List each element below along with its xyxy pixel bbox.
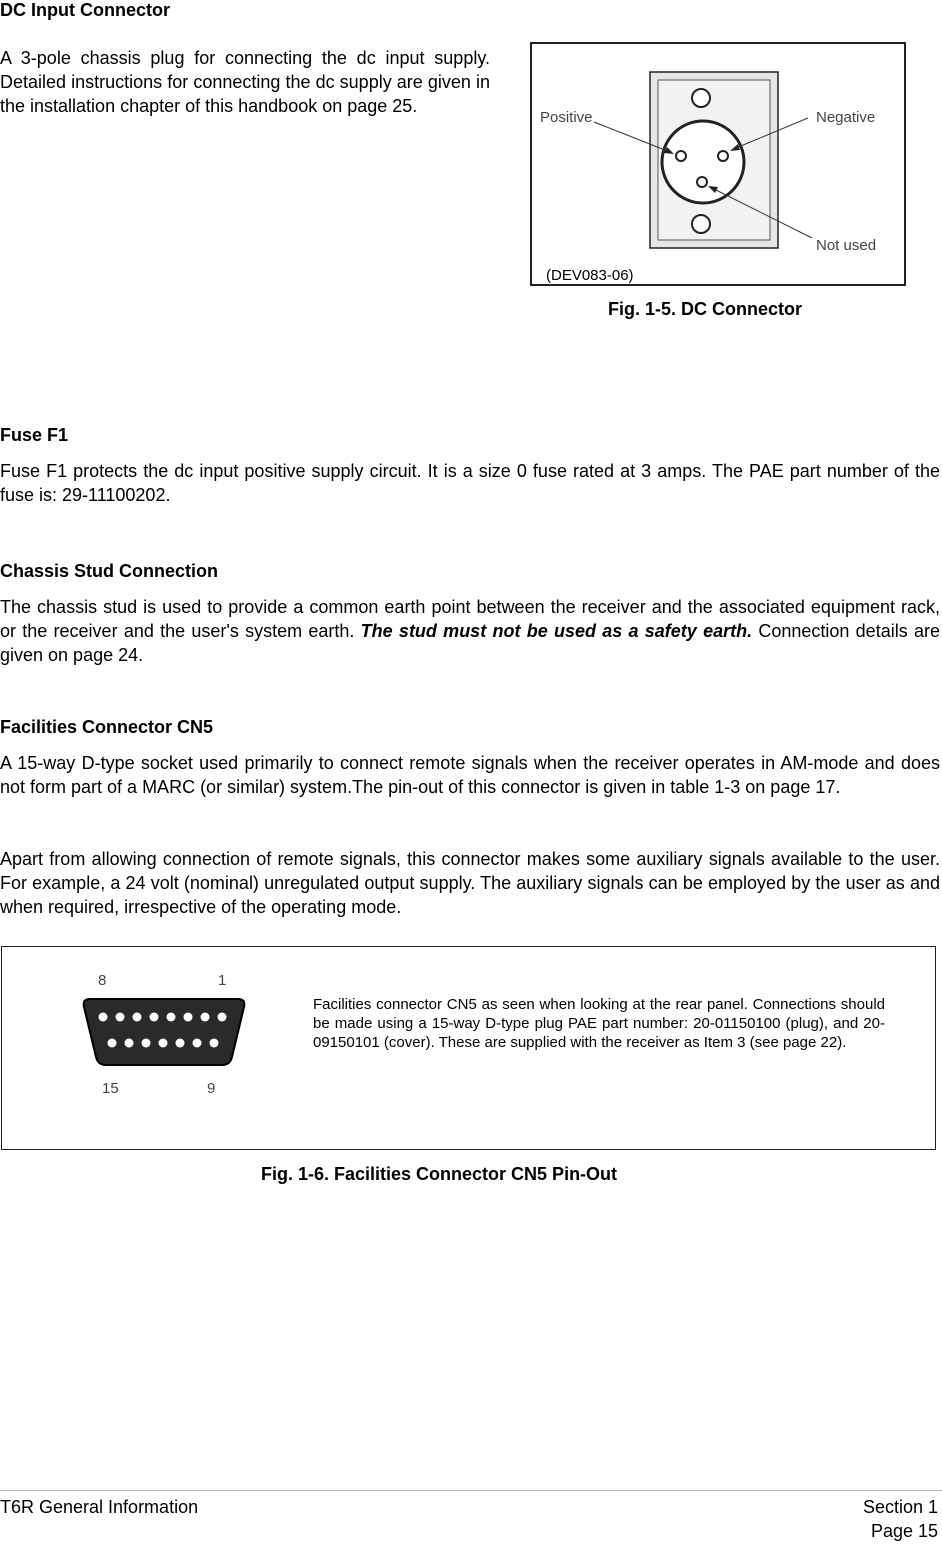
dc-body: A 3-pole chassis plug for connecting the dc input supply. Detailed instructions for connecting the dc supply are given in the installation chapter of this handbook on page 25. <box>0 48 490 116</box>
pin-label-8: 8 <box>98 972 107 989</box>
stud-warning: The stud must not be used as a safety earth. <box>360 621 753 641</box>
cn5-figure-text: Facilities connector CN5 as seen when looking at the rear panel. Connections should be made using a 15-way D-type plug PAE part number: 20-01150100 (plug), and 20-09150101 (cover). These are supplied with the receiver as Item 3 (see page 22). <box>313 996 885 1051</box>
label-not-used: Not used <box>816 237 877 254</box>
footer-title: T6R General Information <box>0 1497 199 1517</box>
dc-connector-figure <box>530 42 908 288</box>
fuse-body: Fuse F1 protects the dc input positive supply circuit. It is a size 0 fuse rated at 3 amps. The PAE part number of the fuse is: 29-11100202. <box>0 461 940 505</box>
pin-negative <box>718 151 728 161</box>
pin-label-1: 1 <box>218 972 227 989</box>
figure-ref: (DEV083-06) <box>546 267 634 284</box>
label-negative: Negative <box>816 109 876 126</box>
stud-body <box>0 595 940 667</box>
cn5-dsub-diagram <box>62 965 272 1105</box>
mounting-hole-bottom <box>692 215 710 233</box>
cn5-figure-box <box>1 946 936 1150</box>
fuse-heading: Fuse F1 <box>0 425 69 445</box>
stud-heading: Chassis Stud Connection <box>0 561 219 581</box>
pin-positive <box>676 151 686 161</box>
dc-figure-caption: Fig. 1-5. DC Connector <box>608 299 803 319</box>
pin-label-15: 15 <box>102 1080 119 1097</box>
label-positive: Positive <box>540 109 593 126</box>
stud-body-part2: Connection details are given on page 24. <box>0 621 940 665</box>
pin-not-used <box>697 177 707 187</box>
footer-section: Section 1 <box>862 1497 938 1517</box>
pin-label-9: 9 <box>207 1080 216 1097</box>
footer-page: Page 15 <box>870 1521 938 1541</box>
cn5-figure-caption: Fig. 1-6. Facilities Connector CN5 Pin-Out <box>261 1164 618 1184</box>
facilities-para1: A 15-way D-type socket used primarily to connect remote signals when the receiver operates in AM-mode and does not form part of a MARC (or similar) system.The pin-out of this connector is given in table 1-3 on page 17. <box>0 753 940 797</box>
mounting-hole-top <box>692 89 710 107</box>
stud-body-part1: The chassis stud is used to provide a common earth point between the receiver and the associated equipment rack, or the receiver and the user's system earth. <box>0 597 940 641</box>
facilities-heading: Facilities Connector CN5 <box>0 717 214 737</box>
footer-divider <box>0 1490 942 1491</box>
facilities-para2: Apart from allowing connection of remote signals, this connector makes some auxiliary signals available to the user. For example, a 24 volt (nominal) unregulated output supply. The auxiliary signals can be employed by the user as and when required, irrespective of the operating mode. <box>0 849 940 917</box>
dc-heading: DC Input Connector <box>0 0 170 20</box>
